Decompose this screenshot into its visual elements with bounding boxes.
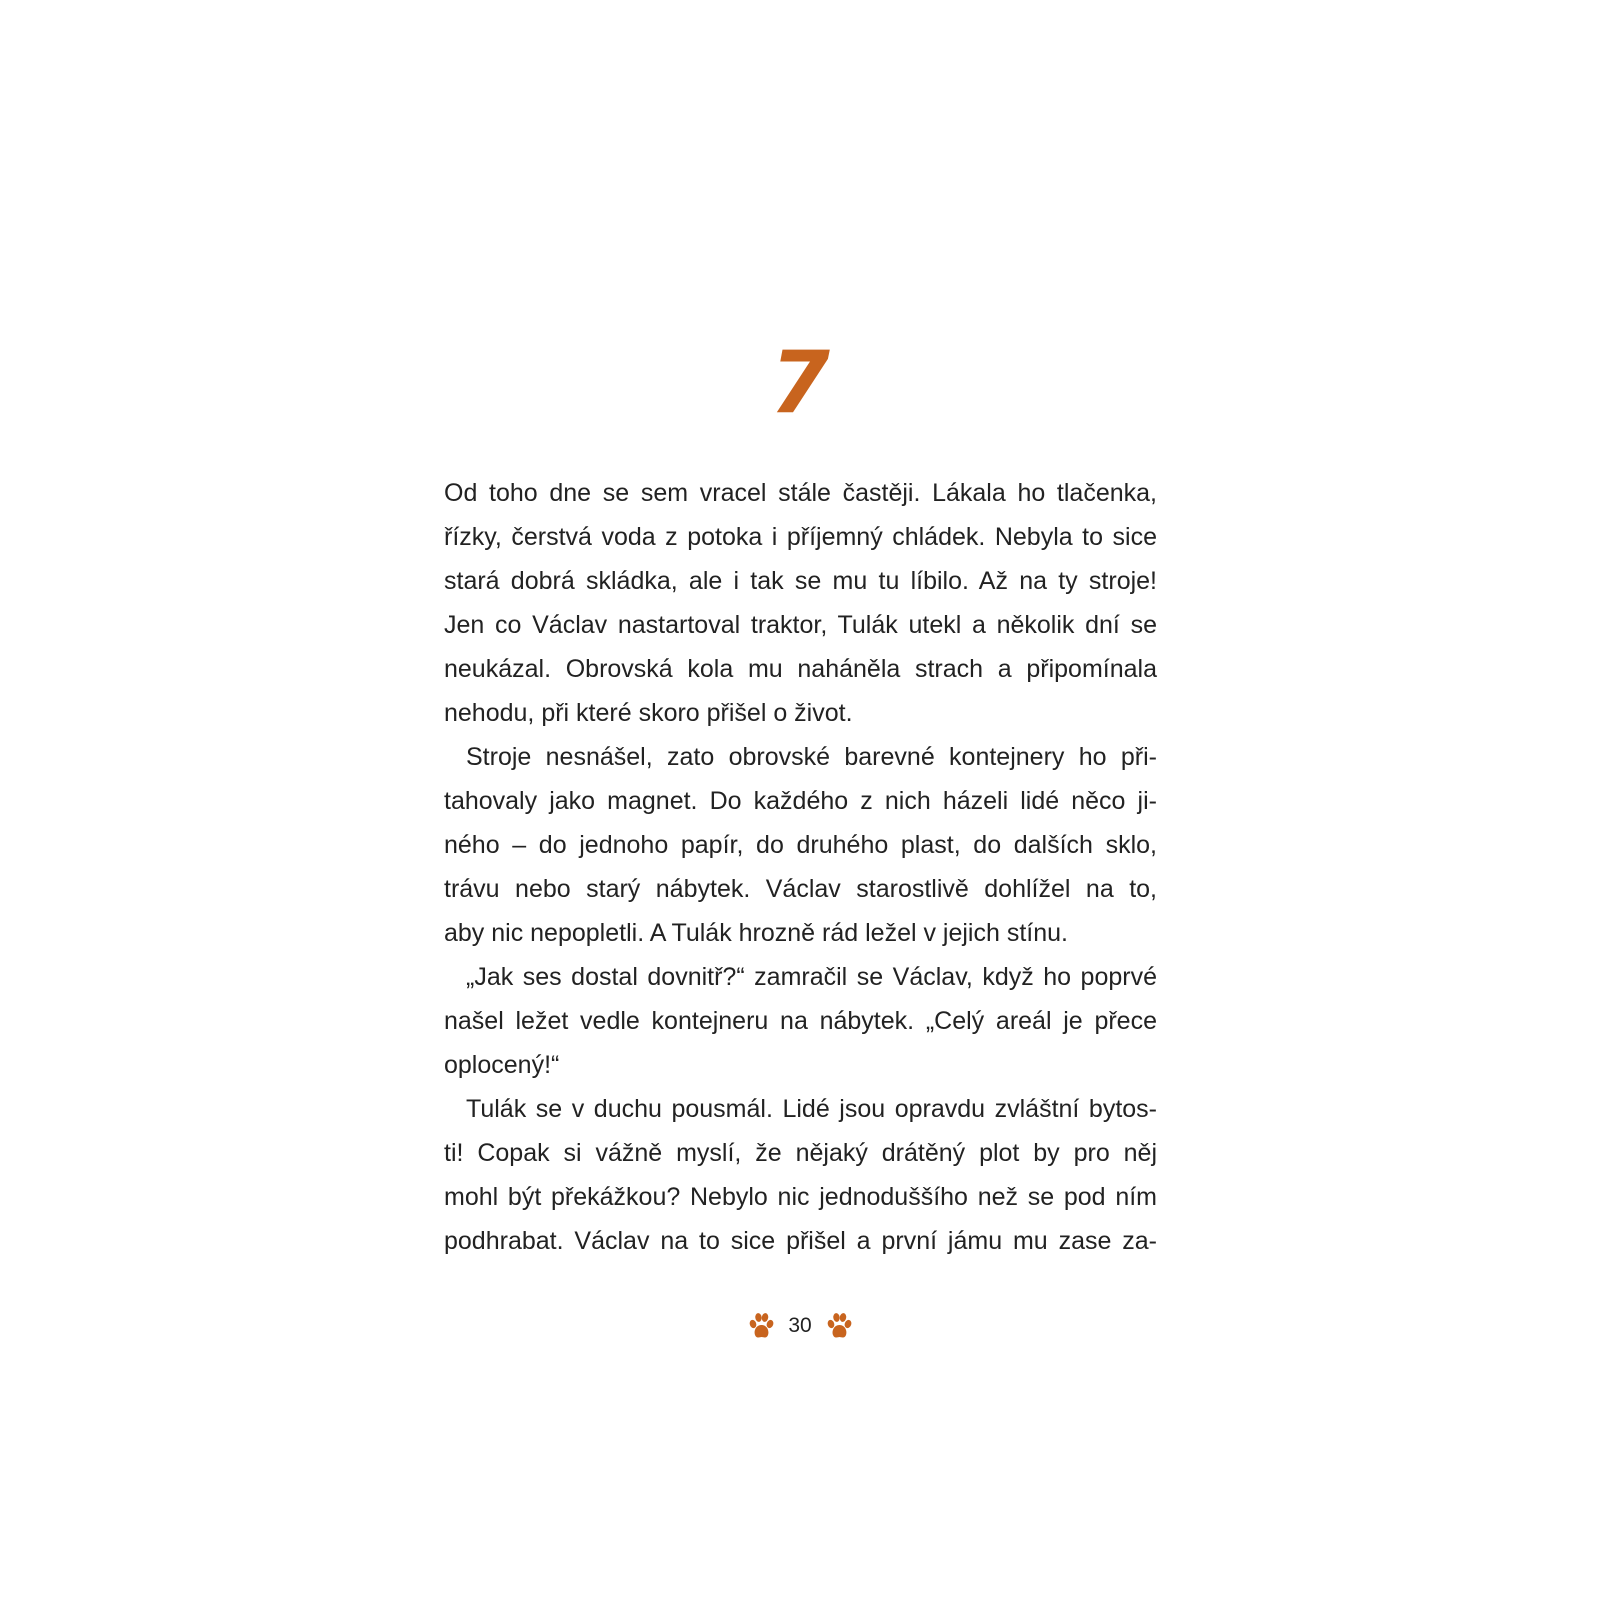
page-footer xyxy=(740,1308,860,1344)
paw-print-icon xyxy=(826,1312,852,1340)
text-line: „Jak ses dostal dovnitř?“ zamračil se Václav, když ho poprvé xyxy=(466,963,1157,991)
text-line: Od toho dne se sem vracel stále častěji. Lákala ho tlačenka, xyxy=(444,479,1157,507)
text-line: stará dobrá skládka, ale i tak se mu tu líbilo. Až na ty stroje! xyxy=(444,567,1157,595)
text-line: Tulák se v duchu pousmál. Lidé jsou opravdu zvláštní bytos- xyxy=(466,1095,1157,1123)
text-line: nehodu, při které skoro přišel o život. xyxy=(444,699,853,727)
text-line: našel ležet vedle kontejneru na nábytek. „Celý areál je přece xyxy=(444,1007,1157,1035)
page-number: 30 xyxy=(788,1314,812,1337)
text-line: Stroje nesnášel, zato obrovské barevné kontejnery ho při- xyxy=(466,743,1157,771)
text-line: oplocený!“ xyxy=(444,1051,560,1079)
text-line: řízky, čerstvá voda z potoka i příjemný chládek. Nebyla to sice xyxy=(444,523,1157,551)
text-line: ti! Copak si vážně myslí, že nějaký drátěný plot by pro něj xyxy=(444,1139,1157,1167)
text-line: Jen co Václav nastartoval traktor, Tulák utekl a několik dní se xyxy=(444,611,1157,639)
text-line: tahovaly jako magnet. Do každého z nich házeli lidé něco ji- xyxy=(444,787,1157,815)
text-line: ného – do jednoho papír, do druhého plast, do dalších sklo, xyxy=(444,831,1157,859)
text-line: trávu nebo starý nábytek. Václav starostlivě dohlížel na to, xyxy=(444,875,1157,903)
chapter-text xyxy=(444,471,1157,1263)
text-line: mohl být překážkou? Nebylo nic jednoduššího než se pod ním xyxy=(444,1183,1157,1211)
text-line: aby nic nepopletli. A Tulák hrozně rád ležel v jejich stínu. xyxy=(444,919,1068,947)
text-line: neukázal. Obrovská kola mu naháněla strach a připomínala xyxy=(444,655,1157,683)
text-line: podhrabat. Václav na to sice přišel a první jámu mu zase za- xyxy=(444,1227,1157,1255)
paw-print-icon xyxy=(748,1312,774,1340)
chapter-number: 7 xyxy=(770,333,830,433)
